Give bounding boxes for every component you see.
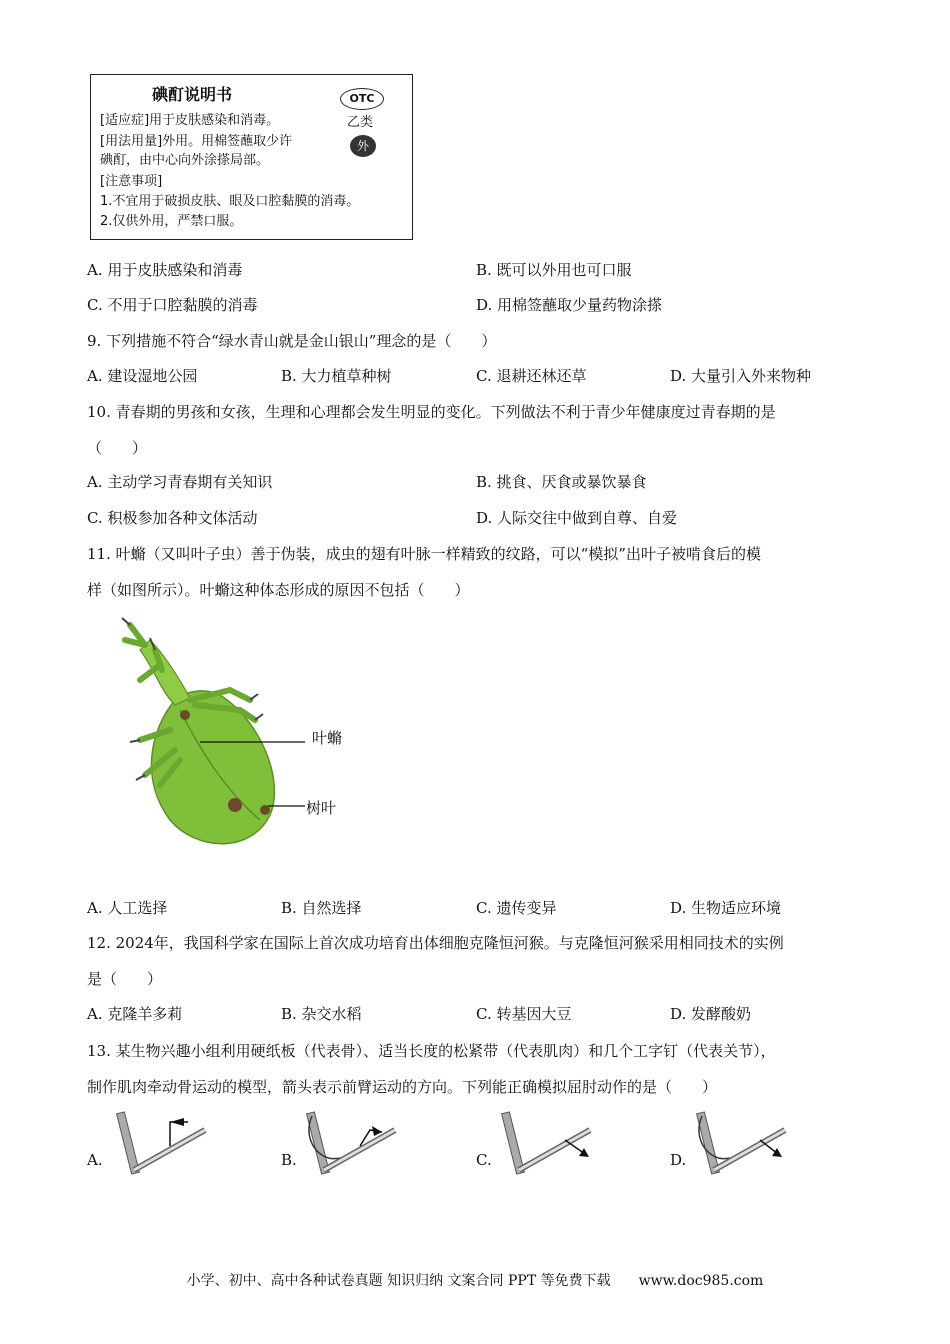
q13-option-d: D. [670, 1151, 687, 1169]
q10-option-a: A. 主动学习青春期有关知识 [87, 473, 273, 491]
chewed-spot [180, 710, 190, 720]
q11-option-a: A. 人工选择 [87, 899, 168, 917]
q12-stem-cont: 是（ ） [87, 970, 163, 988]
otc-badge: OTC [340, 88, 384, 110]
q13-model-c [495, 1108, 595, 1178]
q12-option-b: B. 杂交水稻 [281, 1005, 362, 1023]
q10-option-b: B. 挑食、厌食或暴饮暴食 [476, 473, 647, 491]
page-footer: 小学、初中、高中各种试卷真题 知识归纳 文案合同 PPT 等免费下载 www.doc985.com [186, 1273, 764, 1289]
drug-label-line: [适应症]用于皮肤感染和消毒。 [100, 113, 280, 128]
q11-stem: 11. 叶䗛（又叫叶子虫）善于伪装，成虫的翅有叶脉一样精致的纹路，可以“模拟”出叶子被啃食后的模 [87, 545, 761, 563]
q13-model-b [300, 1108, 400, 1178]
drug-label-line: [用法用量]外用。用棉签蘸取少许 [100, 134, 293, 149]
q9-stem: 9. 下列措施不符合“绿水青山就是金山银山”理念的是（ ） [87, 332, 497, 350]
q12-option-d: D. 发酵酸奶 [670, 1005, 752, 1023]
q10-stem: 10. 青春期的男孩和女孩，生理和心理都会发生明显的变化。下列做法不利于青少年健康度过青春期的是 [87, 403, 776, 421]
q10-stem-cont: （ ） [87, 439, 148, 457]
q8-option-d: D. 用棉签蘸取少量药物涂搽 [476, 296, 663, 314]
q13-model-d [690, 1108, 790, 1178]
q11-stem-cont: 样（如图所示）。叶䗛这种体态形成的原因不包括（ ） [87, 581, 470, 599]
label-leaf: 树叶 [306, 799, 337, 817]
q13-option-b: B. [281, 1151, 297, 1169]
drug-label-title: 碘酊说明书 [152, 85, 233, 104]
drug-label-line: [注意事项] [100, 174, 163, 189]
q10-option-d: D. 人际交往中做到自尊、自爱 [476, 509, 678, 527]
q11-option-d: D. 生物适应环境 [670, 899, 782, 917]
q12-option-c: C. 转基因大豆 [476, 1005, 572, 1023]
drug-label-line: 1.不宜用于破损皮肤、眼及口腔黏膜的消毒。 [100, 194, 360, 209]
external-use-badge: 外 [350, 135, 376, 157]
q12-stem: 12. 2024年，我国科学家在国际上首次成功培育出体细胞克隆恒河猴。与克隆恒河猴采用相同技术的实例 [87, 934, 784, 952]
drug-label-line: 2.仅供外用，严禁口服。 [100, 214, 243, 229]
q9-option-b: B. 大力植草种树 [281, 367, 392, 385]
q12-option-a: A. 克隆羊多莉 [87, 1005, 183, 1023]
q11-option-c: C. 遗传变异 [476, 899, 557, 917]
drug-label-line: 碘酊，由中心向外涂搽局部。 [100, 153, 270, 168]
q8-option-c: C. 不用于口腔黏膜的消毒 [87, 296, 258, 314]
q13-option-a: A. [87, 1151, 103, 1169]
q8-option-b: B. 既可以外用也可口服 [476, 261, 632, 279]
q9-option-a: A. 建设湿地公园 [87, 367, 198, 385]
q11-option-b: B. 自然选择 [281, 899, 362, 917]
q13-stem-cont: 制作肌肉牵动骨运动的模型，箭头表示前臂运动的方向。下列能正确模拟屈肘动作的是（ ） [87, 1078, 718, 1096]
q13-stem: 13. 某生物兴趣小组利用硬纸板（代表骨）、适当长度的松紧带（代表肌肉）和几个工字钉（代表关节）， [87, 1042, 776, 1060]
q8-option-a: A. 用于皮肤感染和消毒 [87, 261, 243, 279]
otc-class-label: 乙类 [347, 115, 374, 130]
q9-option-c: C. 退耕还林还草 [476, 367, 587, 385]
q10-option-c: C. 积极参加各种文体活动 [87, 509, 258, 527]
q13-model-a [110, 1108, 210, 1178]
chewed-spot [228, 798, 242, 812]
q13-option-c: C. [476, 1151, 492, 1169]
q9-option-d: D. 大量引入外来物种 [670, 367, 812, 385]
label-leaf-insect: 叶䗛 [312, 729, 343, 747]
